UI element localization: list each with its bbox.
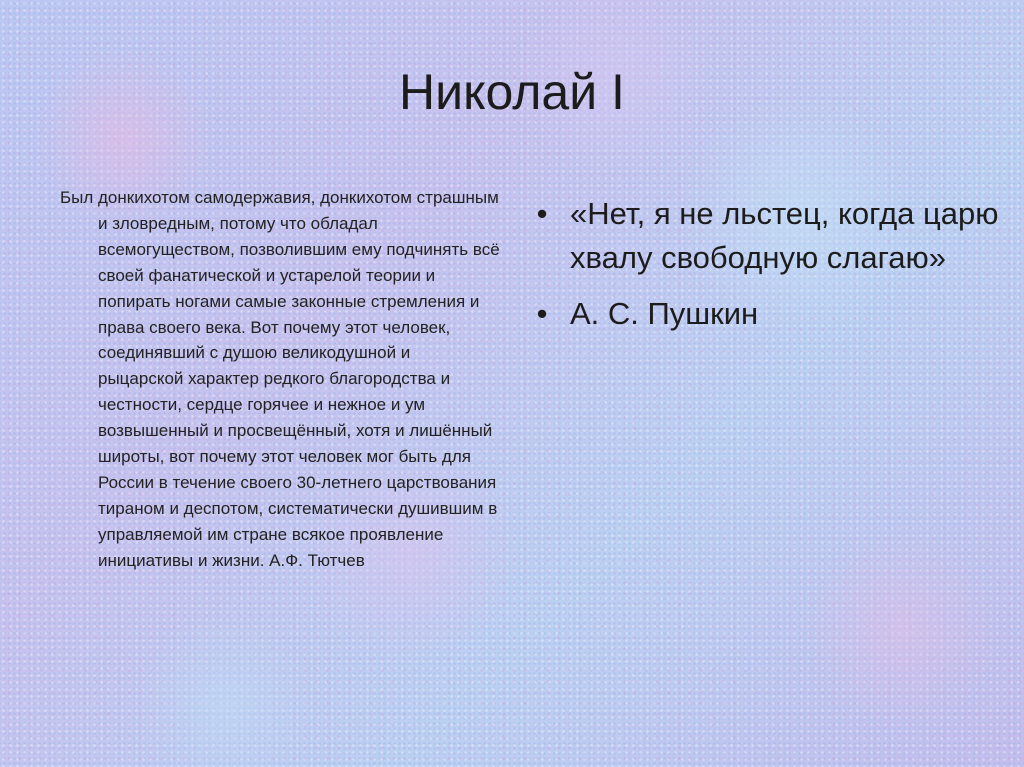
- bullet-list: [530, 192, 1000, 336]
- tyutchev-quote-text: Был донкихотом самодержавия, донкихотом страшным и зловредным, потому что обладал всемогуществом, позволившим ему подчинять всё своей фанатической и устарелой теории и попирать ногами самые законные стремления и права своего века. Вот почему этот человек, соединявший с душою великодушной и рыцарской характер редкого благородства и честности, сердце горячее и нежное и ум возвышенный и просвещённый, хотя и лишённый широты, вот почему этот человек мог быть для России в течение своего 30-летнего царствования тираном и деспотом, систематически душившим в управляемой им стране всякое проявление инициативы и жизни. А.Ф. Тютчев: [60, 188, 500, 570]
- bullet-item-quote: [530, 192, 1000, 280]
- bullet-icon: •: [536, 296, 548, 331]
- pushkin-quote: «Нет, я не льстец, когда царю хвалу свободную слагаю»: [570, 196, 999, 275]
- slide-title: Николай I: [399, 64, 625, 120]
- bullet-item-author: [530, 292, 1000, 336]
- quote-author: А. С. Пушкин: [570, 296, 759, 331]
- left-text-block: [60, 185, 500, 574]
- bullet-icon: •: [536, 196, 548, 231]
- right-bullet-block: [530, 192, 1000, 348]
